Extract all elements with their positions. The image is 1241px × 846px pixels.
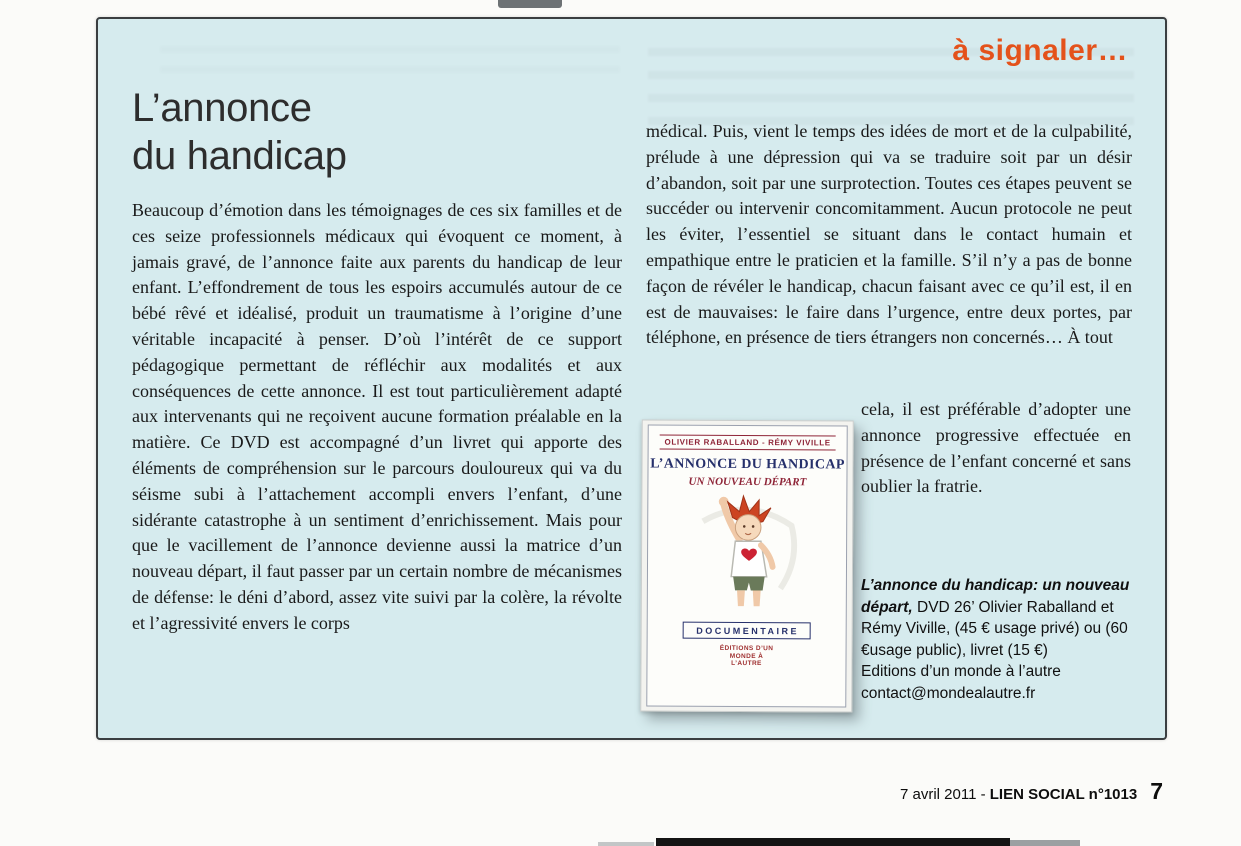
footer-date: 7 avril 2011 - xyxy=(900,786,990,803)
caption-title: L’annonce du handicap: un nouveau départ, xyxy=(861,577,1130,616)
caption-contact-email: contact@mondealautre.fr xyxy=(861,684,1036,702)
dvd-cover-title: L’ANNONCE DU HANDICAP xyxy=(650,456,845,473)
dvd-caption xyxy=(861,575,1141,704)
footer-page-number: 7 xyxy=(1150,778,1163,804)
article-title-line2: du handicap xyxy=(132,134,347,178)
dvd-cover-subtitle: UN NOUVEAU DÉPART xyxy=(688,475,807,489)
footer-journal-name: LIEN SOCIAL n°1013 xyxy=(989,786,1138,803)
dvd-cover-genre-label: DOCUMENTAIRE xyxy=(682,622,811,640)
article-right-column: médical. Puis, vient le temps des idées de mort et de la culpabilité, prélude à une dépression qui va se traduire soit par un désir d’abandon, soit par une surprotection. Toutes ces étapes peuvent se succéder ou intervenir concomitamment. Aucun protocole ne peut les éviter, l’essentiel se situant dans le contact humain et empathique entre le praticien et la famille. S’il n’y a pas de bonne façon de révéler le handicap, chacun faisant avec ce qu’il est, il en est de mauvaises: le faire dans l’urgence, entre deux portes, par téléphone, en présence de tiers étrangers non concernés… À tout xyxy=(646,121,1132,348)
caption-publisher: Editions d’un monde à l’autre xyxy=(861,663,1061,680)
page-footer xyxy=(900,778,1163,805)
article-title-line1: L’annonce xyxy=(132,86,312,130)
dvd-cover xyxy=(640,419,854,712)
article-title xyxy=(132,84,347,180)
article-wrap-text: cela, il est préférable d’adopter une annonce progressive effectuée en présence de l’enfant concerné et sans oublier la fratrie. xyxy=(861,399,1131,497)
caption-details: DVD 26’ Olivier Raballand et Rémy Viville, (45 € usage privé) ou (60 €usage public), livret (15 €) xyxy=(861,598,1128,659)
scan-artifact-bottom xyxy=(656,838,1010,846)
scan-artifact-bottom xyxy=(598,842,654,846)
scan-artifact-bottom xyxy=(1010,840,1080,846)
dvd-cover-authors: OLIVIER RABALLAND - RÉMY VIVILLE xyxy=(660,435,836,451)
footer-issue-info xyxy=(900,786,1137,803)
dvd-cover-publisher-logo: ÉDITIONS D’UN MONDE À L’AUTRE xyxy=(719,644,774,668)
dvd-cover-art xyxy=(646,424,847,707)
section-label: à signaler… xyxy=(952,34,1128,67)
dvd-cover-illustration xyxy=(685,490,810,619)
scan-artifact-top xyxy=(498,0,562,8)
child-drawing-illustration xyxy=(685,490,810,619)
article-left-column: Beaucoup d’émotion dans les témoignages de ces six familles et de ces seize professionnels médicaux qui évoquent ce moment, à jamais gravé, de l’annonce faite aux parents du handicap de leur enfant. L’effondrement de tous les espoirs accumulés autour de ce bébé rêvé et idéalisé, produit un traumatisme à l’origine d’une véritable incapacité à penser. D’où l’intérêt de ce support pédagogique permettant de réfléchir aux modalités et aux conséquences de cette annonce. Il est tout particulièrement adapté aux intervenants qui ne reçoivent aucune formation préalable en la matière. Ce DVD est accompagné d’un livret qui apporte des éléments de compréhension sur le parcours douloureux qui va du séisme subi à l’attachement accompli envers l’enfant, d’une sidérante catastrophe à un sentiment d’enrichissement. Mais pour que le vacillement de l’annonce devienne aussi la matrice d’un nouveau départ, il faut passer par un certain nombre de mécanismes de défense: le déni d’abord, assez vite suivi par la colère, la révolte et l’agressivité envers le corps xyxy=(132,200,622,633)
